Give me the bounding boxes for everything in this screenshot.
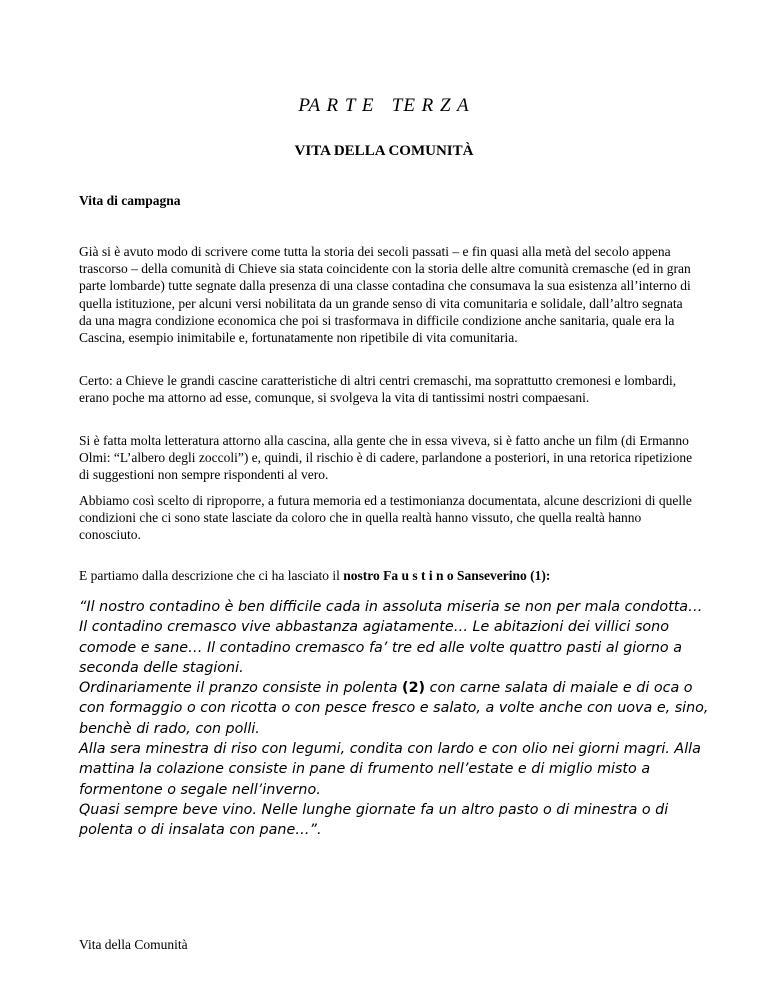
footnote-ref: (2) [402, 680, 426, 697]
quote-line-3: Alla sera minestra di riso con legumi, condita con lardo e con olio nei giorni magri. Alla mattina la colazione consiste in pane di frumento nell’estate e di miglio misto a formentone o segale nell’inverno. [79, 741, 701, 798]
quote-line-4: Quasi sempre beve vino. Nelle lunghe giornate fa un altro pasto o di minestra o di polenta o di insalata con pane…”. [79, 801, 669, 839]
section-title: VITA DELLA COMUNITÀ [294, 143, 474, 159]
intro-text: E partiamo dalla descrizione che ci ha lasciato il [79, 568, 344, 583]
quote-line-2b: con carne salata di maiale e di oca o con formaggio o con ricotta o con pesce fresco e salato, a volte anche con uova e, sino, benchè di rado, con polli. [79, 680, 709, 737]
intro-author: nostro Fa u s t i n o Sanseverino (1): [343, 568, 551, 583]
intro-paragraph [79, 567, 694, 584]
quote-line-1: “Il nostro contadino è ben difficile cada in assoluta miseria se non per mala condotta… Il contadino cremasco vive abbastanza agiatamente… Le abitazioni dei villici sono comode e sane… Il contadino cremasco fa’ tre ed alle volte quattro pasti al giorno a seconda delle stagioni. [79, 599, 703, 676]
paragraph-1: Già si è avuto modo di scrivere come tutta la storia dei secoli passati – e fin quasi alla metà del secolo appena trascorso – della comunità di Chieve sia stata coincidente con la storia delle altre comunità cremasche (ed in gran parte lombarde) tutte segnate dalla presenza di una classe contadina che consumava la sua esistenza all’interno di quella istituzione, per alcuni versi nobilitata da un grande senso di vita comunitaria e solidale, dall’altro segnata da una magra condizione economica che poi si trasformava in difficile condizione anche sanitaria, quale era la Cascina, esempio inimitabile e, fortunatamente non ripetibile di vita comunitaria. [79, 244, 691, 346]
subheading: Vita di campagna [79, 193, 181, 208]
paragraph-3: Si è fatta molta letteratura attorno alla cascina, alla gente che in essa viveva, si è fatto anche un film (di Ermanno Olmi: “L’albero degli zoccoli”) e, quindi, il rischio è di cadere, parlandone a posteriori, in una retorica ripetizione di suggestioni non sempre rispondenti al vero. [79, 433, 693, 483]
quote-line-2 [79, 678, 709, 739]
paragraph-4: Abbiamo così scelto di riproporre, a futura memoria ed a testimonianza documentata, alcune descrizioni di quelle condizioni che ci sono state lasciate da coloro che in quella realtà hanno vissuto, che quella realtà hanno conosciuto. [79, 493, 692, 543]
part-title: PA R T E TE R Z A [298, 95, 470, 116]
quote-line-2a: Ordinariamente il pranzo consiste in polenta [79, 680, 403, 697]
page-footer: Vita della Comunità [79, 937, 188, 952]
quotation [79, 597, 709, 841]
paragraph-2: Certo: a Chieve le grandi cascine caratteristiche di altri centri cremaschi, ma soprattutto cremonesi e lombardi, erano poche ma attorno ad esse, comunque, si svolgeva la vita di tantissimi nostri compaesani. [79, 373, 677, 406]
